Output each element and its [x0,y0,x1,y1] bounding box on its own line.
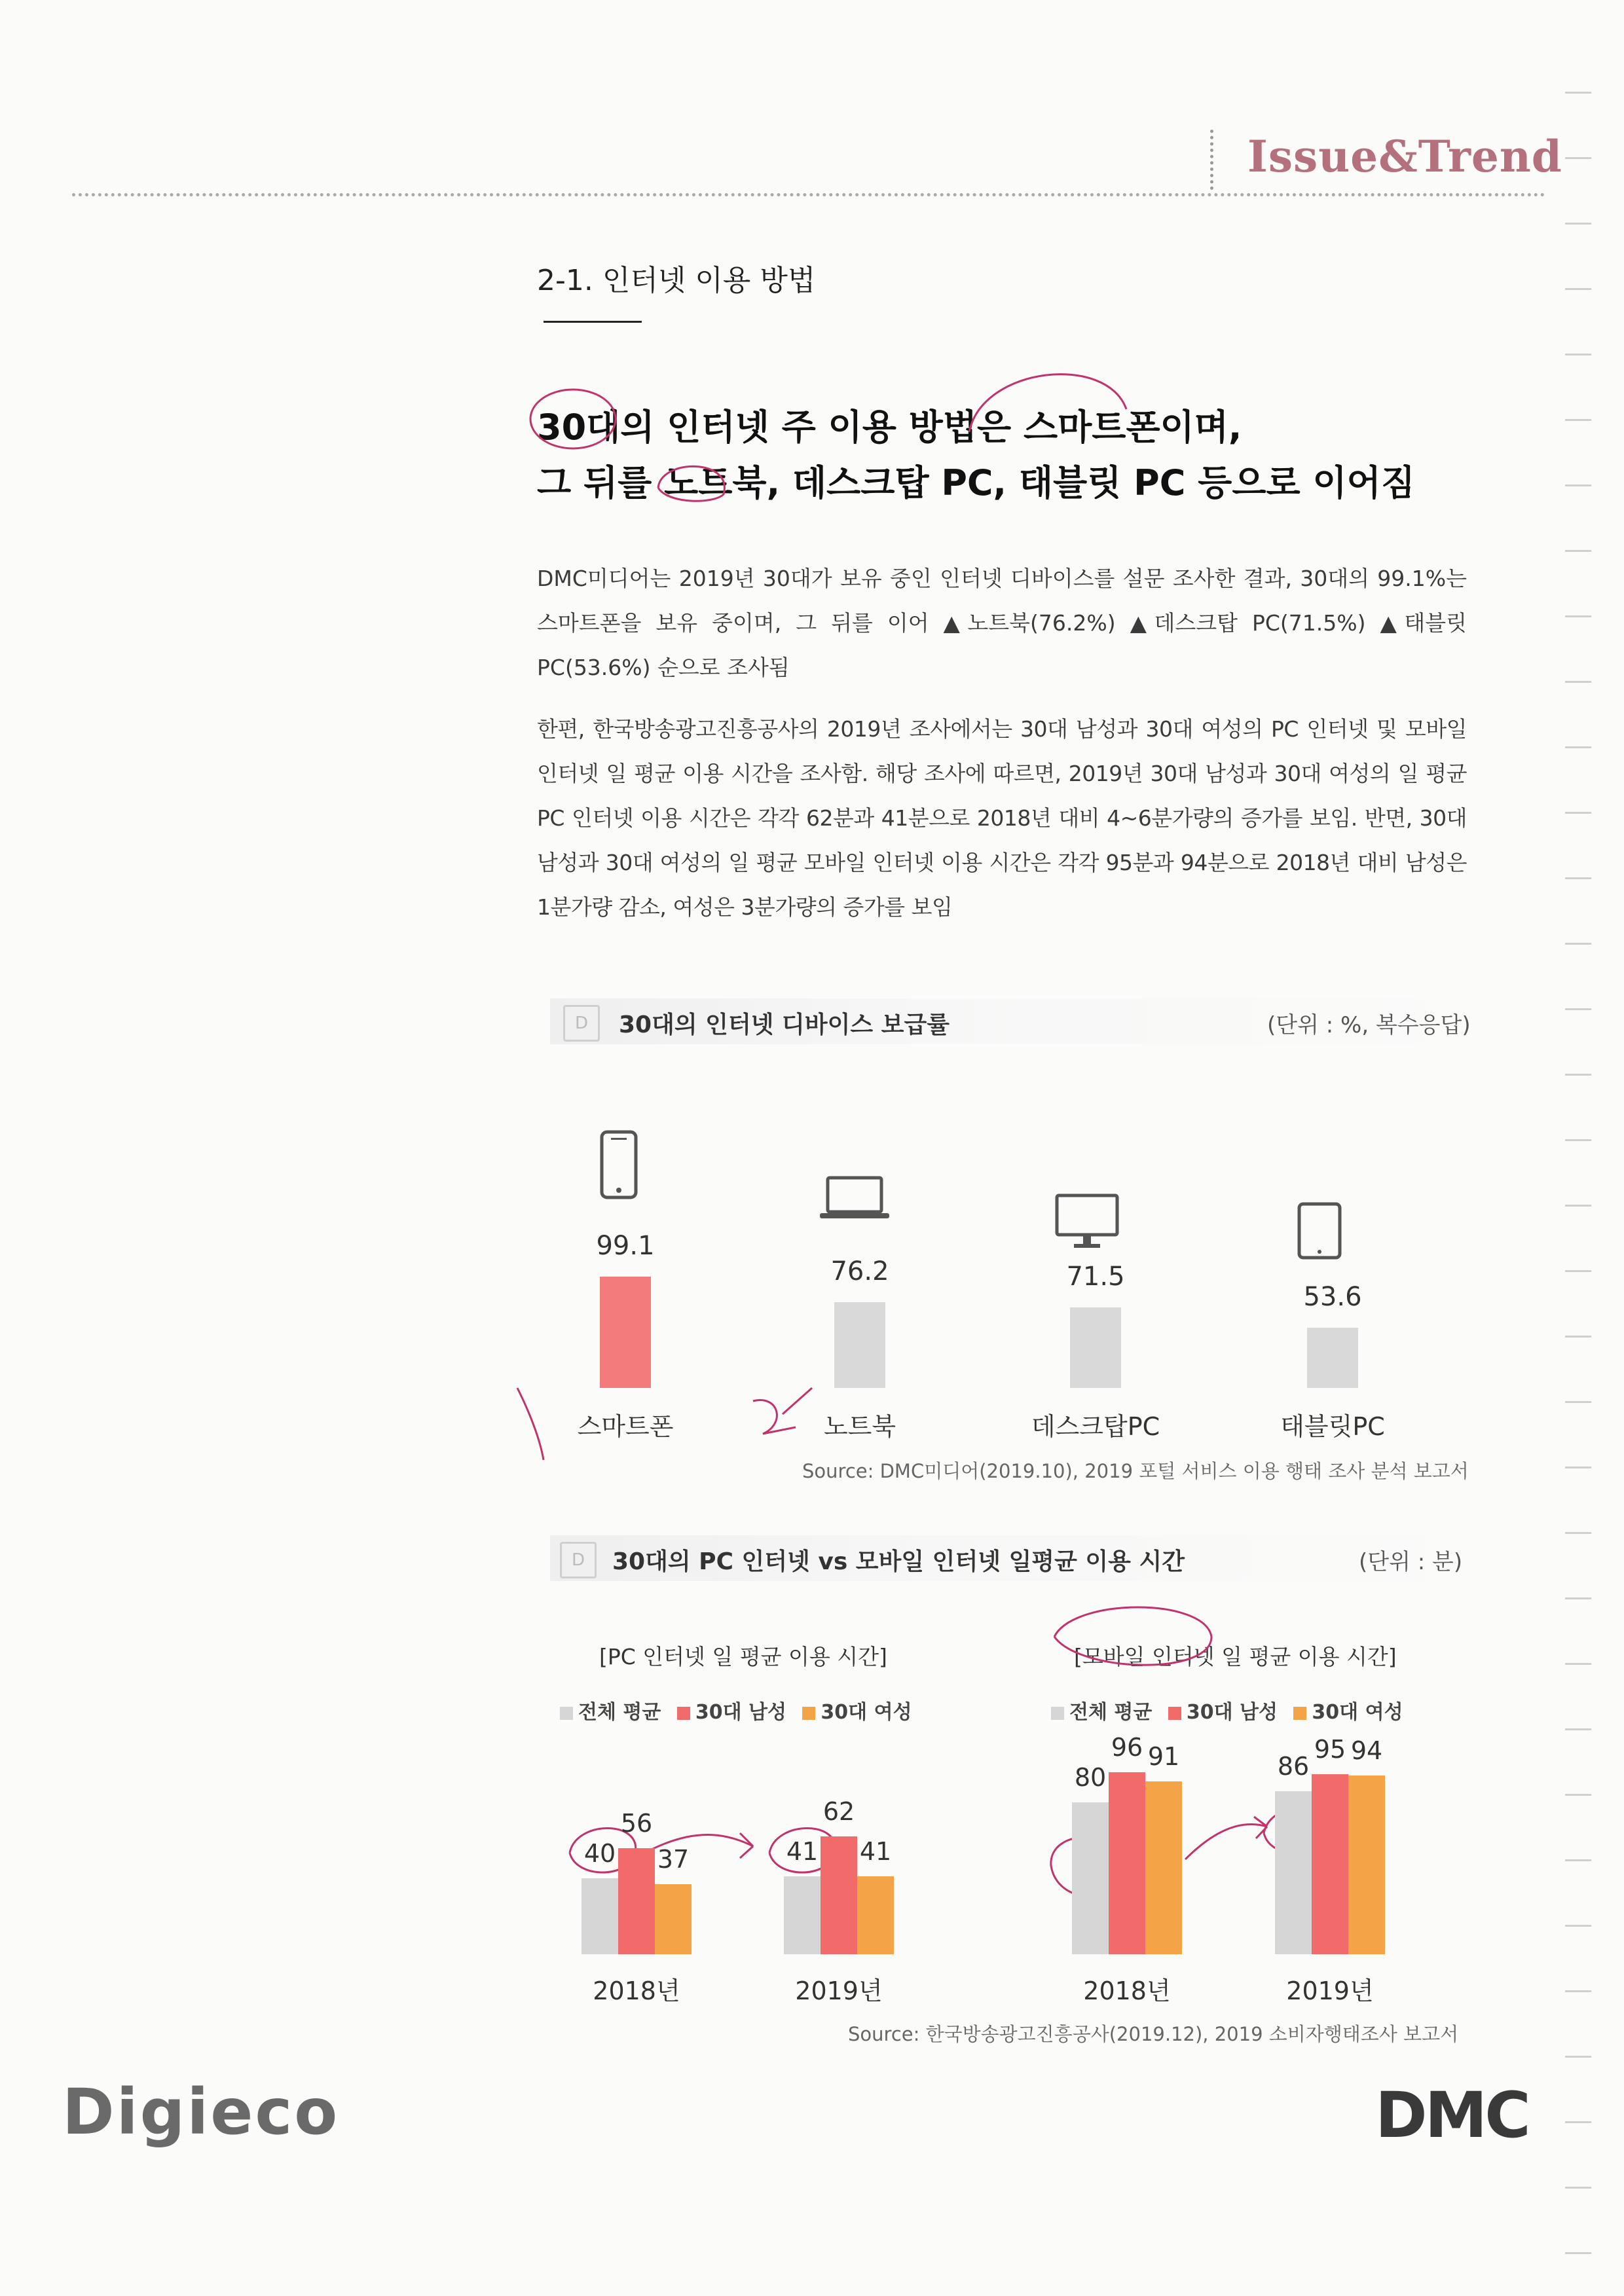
device-bar [1070,1307,1121,1388]
figure2-unit: (단위 : 분) [1359,1549,1463,1575]
figure1-tag: D [563,1005,600,1042]
usage-bar [1348,1776,1385,1954]
device-category-label: 노트북 [823,1412,896,1441]
device-bar-value: 71.5 [1066,1262,1125,1292]
usage-bar-value: 80 [1074,1763,1107,1792]
device-bar [600,1277,651,1388]
usage-bar-value: 94 [1350,1736,1383,1766]
headline-line-2: 그 뒤를 노트북, 데스크탑 PC, 태블릿 PC 등으로 이어짐 [537,462,1415,503]
body-paragraph-2: 한편, 한국방송광고진흥공사의 2019년 조사에서는 30대 남성과 30대 여성의 PC 인터넷 및 모바일 인터넷 일 평균 이용 시간을 조사함. 해당 조사에 따르면, 2019년 30대 남성과 30대 여성의 일 평균 PC 인터넷 이용 시간은 각각 62분과 41분으로 2018년 대비 4~6분가량의 증가를 보임. 반면, 30대 남성과 30대 여성의 일 평균 모바일 인터넷 이용 시간은 각각 95분과 94분으로 2018년 대비 남성은 1분가량 감소, 여성은 3분가량의 증가를 보임 [537,716,1467,920]
usage-bar [1145,1781,1182,1954]
usage-bar [1072,1802,1109,1954]
device-bar-value: 76.2 [830,1256,889,1286]
device-bar [1307,1328,1358,1388]
figure1-title: 30대의 인터넷 디바이스 보급률 [619,1011,950,1038]
device-bar-value: 53.6 [1303,1281,1362,1312]
figure2-source: Source: 한국방송광고진흥공사(2019.12), 2019 소비자행태조사 보고서 [848,2023,1459,2045]
usage-bar [655,1884,692,1954]
usage-bar [581,1878,618,1954]
usage-bar-value: 41 [786,1837,819,1867]
usage-bar [1109,1772,1145,1954]
figure1-unit: (단위 : %, 복수응답) [1267,1012,1471,1038]
device-category-label: 태블릿PC [1280,1412,1385,1441]
pen-circle-smartphone [969,374,1126,432]
device-bar-value: 99.1 [596,1230,655,1261]
legend-label-male: 30대 남성 [1186,1701,1278,1724]
dmc-logo: DMC [1375,2079,1528,2152]
legend-label-total: 전체 평균 [1069,1701,1153,1724]
section-title: 2-1. 인터넷 이용 방법 [537,264,816,297]
year-label: 2018년 [593,1977,680,2005]
legend-label-female: 30대 여성 [1312,1701,1403,1724]
usage-bar-value: 40 [583,1839,616,1868]
pen-circle-laptop [658,466,724,501]
usage-bar-value: 41 [859,1837,892,1867]
pen-circle-mobile [1054,1607,1211,1665]
digieco-logo: Digieco [62,2075,340,2149]
usage-bar-value: 62 [822,1797,855,1827]
legend-label-female: 30대 여성 [821,1701,912,1724]
usage-bar-value: 95 [1314,1734,1346,1764]
usage-bar-value: 37 [657,1844,690,1874]
usage-bar-value: 91 [1147,1742,1180,1772]
header-brand: Issue&Trend [1247,131,1562,182]
mobile-chart-subtitle: [모바일 인터넷 일 평균 이용 시간] [1074,1644,1397,1669]
usage-bar [857,1876,894,1954]
figure1-source: Source: DMC미디어(2019.10), 2019 포털 서비스 이용 행태 조사 분석 보고서 [802,1460,1469,1482]
figure2-tag: D [560,1542,597,1578]
usage-bar-value: 56 [620,1808,653,1838]
year-label: 2019년 [1286,1977,1374,2005]
usage-bar [784,1876,821,1954]
usage-bar [1275,1791,1312,1954]
body-paragraph-1: DMC미디어는 2019년 30대가 보유 중인 인터넷 디바이스를 설문 조사한 결과, 30대의 99.1%는 스마트폰을 보유 중이며, 그 뒤를 이어 ▲노트북(76.2%) ▲데스크탑 PC(71.5%) ▲태블릿PC(53.6%) 순으로 조사됨 [537,566,1467,680]
pen-circle-30s [530,390,616,448]
year-label: 2019년 [795,1977,883,2005]
legend-label-total: 전체 평균 [578,1701,661,1724]
device-category-label: 데스크탑PC [1031,1412,1160,1441]
usage-bar-value: 86 [1277,1751,1310,1781]
device-bar [834,1302,885,1388]
usage-bar [1312,1774,1348,1955]
usage-bar-value: 96 [1111,1732,1143,1762]
headline-line-1: 30대의 인터넷 주 이용 방법은 스마트폰이며, [537,407,1242,448]
device-category-label: 스마트폰 [577,1412,674,1441]
pc-chart-subtitle: [PC 인터넷 일 평균 이용 시간] [599,1644,887,1669]
pen-arrow-mobile [1185,1817,1267,1859]
year-label: 2018년 [1083,1977,1171,2005]
figure2-title: 30대의 PC 인터넷 vs 모바일 인터넷 일평균 이용 시간 [612,1548,1185,1575]
legend-label-male: 30대 남성 [695,1701,786,1724]
